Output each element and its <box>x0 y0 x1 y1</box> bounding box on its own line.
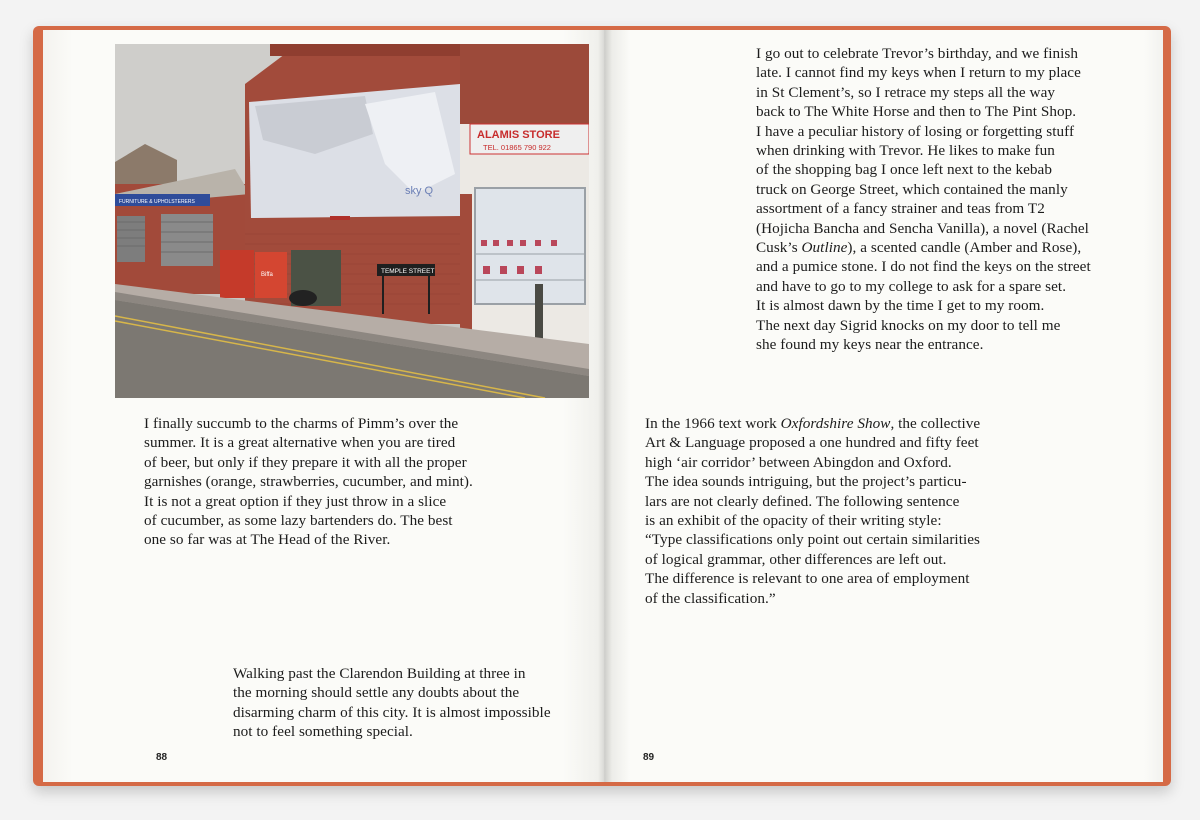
text-line: back to The White Horse and then to The Pint Shop. <box>756 103 1077 121</box>
page-number: 88 <box>156 752 168 763</box>
text-line: in St Clement’s, so I retrace my steps all the way <box>756 83 1056 101</box>
text-line: of the shopping bag I once left next to the kebab <box>756 161 1052 179</box>
text-line: high ‘air corridor’ between Abingdon and Oxford. <box>645 453 952 471</box>
right-paragraph-1 <box>756 44 1091 355</box>
street-sign-text: TEMPLE STREET <box>381 268 435 275</box>
text-line: The idea sounds intriguing, but the project’s particu- <box>645 473 967 491</box>
text-line: I go out to celebrate Trevor’s birthday, and we finish <box>756 45 1078 62</box>
text-line: lars are not clearly defined. The following sentence <box>645 492 960 510</box>
text-line: and a pumice stone. I do not find the keys on the street <box>756 258 1091 276</box>
text-line: Walking past the Clarendon Building at three in <box>233 665 526 682</box>
book-gutter <box>598 30 612 782</box>
text-line: The next day Sigrid knocks on my door to tell me <box>756 316 1061 334</box>
left-paragraph-1 <box>144 414 473 550</box>
text-line: truck on George Street, which contained the manly <box>756 180 1068 198</box>
text-line: “Type classifications only point out certain similarities <box>645 531 980 549</box>
left-paragraph-2 <box>233 664 551 742</box>
text-line: Art & Language proposed a one hundred and fifty feet <box>645 434 979 452</box>
text-fragment: Cusk’s <box>756 239 802 257</box>
text-line: when drinking with Trevor. He likes to make fun <box>756 142 1055 160</box>
text-line: and have to go to my college to ask for a spare set. <box>756 277 1067 295</box>
street-photo <box>115 44 589 398</box>
text-line: It is almost dawn by the time I get to my room. <box>756 297 1045 315</box>
text-line: It is not a great option if they just throw in a slice <box>144 492 447 510</box>
bin-text: Biffa <box>261 272 273 278</box>
left-page <box>43 30 604 782</box>
text-line: summer. It is a great alternative when you are tired <box>144 434 456 452</box>
text-fragment: In the 1966 text work <box>645 415 781 432</box>
book-title-outline: Outline <box>801 239 848 257</box>
text-line: The difference is relevant to one area of employment <box>645 570 970 588</box>
text-fragment: ), a scented candle (Amber and Rose), <box>847 239 1082 257</box>
shop-phone-text: TEL. 01865 790 922 <box>483 143 551 152</box>
text-fragment: , the collective <box>890 415 981 432</box>
right-page <box>604 30 1163 782</box>
text-line: late. I cannot find my keys when I return to my place <box>756 64 1081 82</box>
billboard-text: sky Q <box>405 185 434 197</box>
text-line: I have a peculiar history of losing or forgetting stuff <box>756 122 1075 140</box>
text-line: is an exhibit of the opacity of their writing style: <box>645 512 942 530</box>
text-line: garnishes (orange, strawberries, cucumber, and mint). <box>144 473 473 491</box>
text-line: not to feel something special. <box>233 723 413 741</box>
text-line: of logical grammar, other differences are left out. <box>645 550 947 568</box>
text-line: I finally succumb to the charms of Pimm’s over the <box>144 415 459 432</box>
page-number: 89 <box>643 752 655 763</box>
text-line: one so far was at The Head of the River. <box>144 531 391 549</box>
right-paragraph-2 <box>645 414 980 608</box>
text-line: assortment of a fancy strainer and teas from T2 <box>756 200 1045 218</box>
shop-sign-text: ALAMIS STORE <box>477 129 560 141</box>
text-line <box>645 414 980 433</box>
text-line: disarming charm of this city. It is almost impossible <box>233 703 551 721</box>
text-line <box>756 238 1091 257</box>
text-line: (Hojicha Bancha and Sencha Vanilla), a novel (Rachel <box>756 219 1089 237</box>
text-line: of cucumber, as some lazy bartenders do. The best <box>144 512 453 530</box>
text-line: of the classification.” <box>645 589 776 607</box>
text-line: the morning should settle any doubts about the <box>233 684 520 702</box>
work-title-oxfordshire-show: Oxfordshire Show <box>780 415 891 432</box>
text-line: she found my keys near the entrance. <box>756 336 984 354</box>
text-line: of beer, but only if they prepare it with all the proper <box>144 453 467 471</box>
shop-awning-text: FURNITURE & UPHOLSTERERS <box>119 199 195 205</box>
